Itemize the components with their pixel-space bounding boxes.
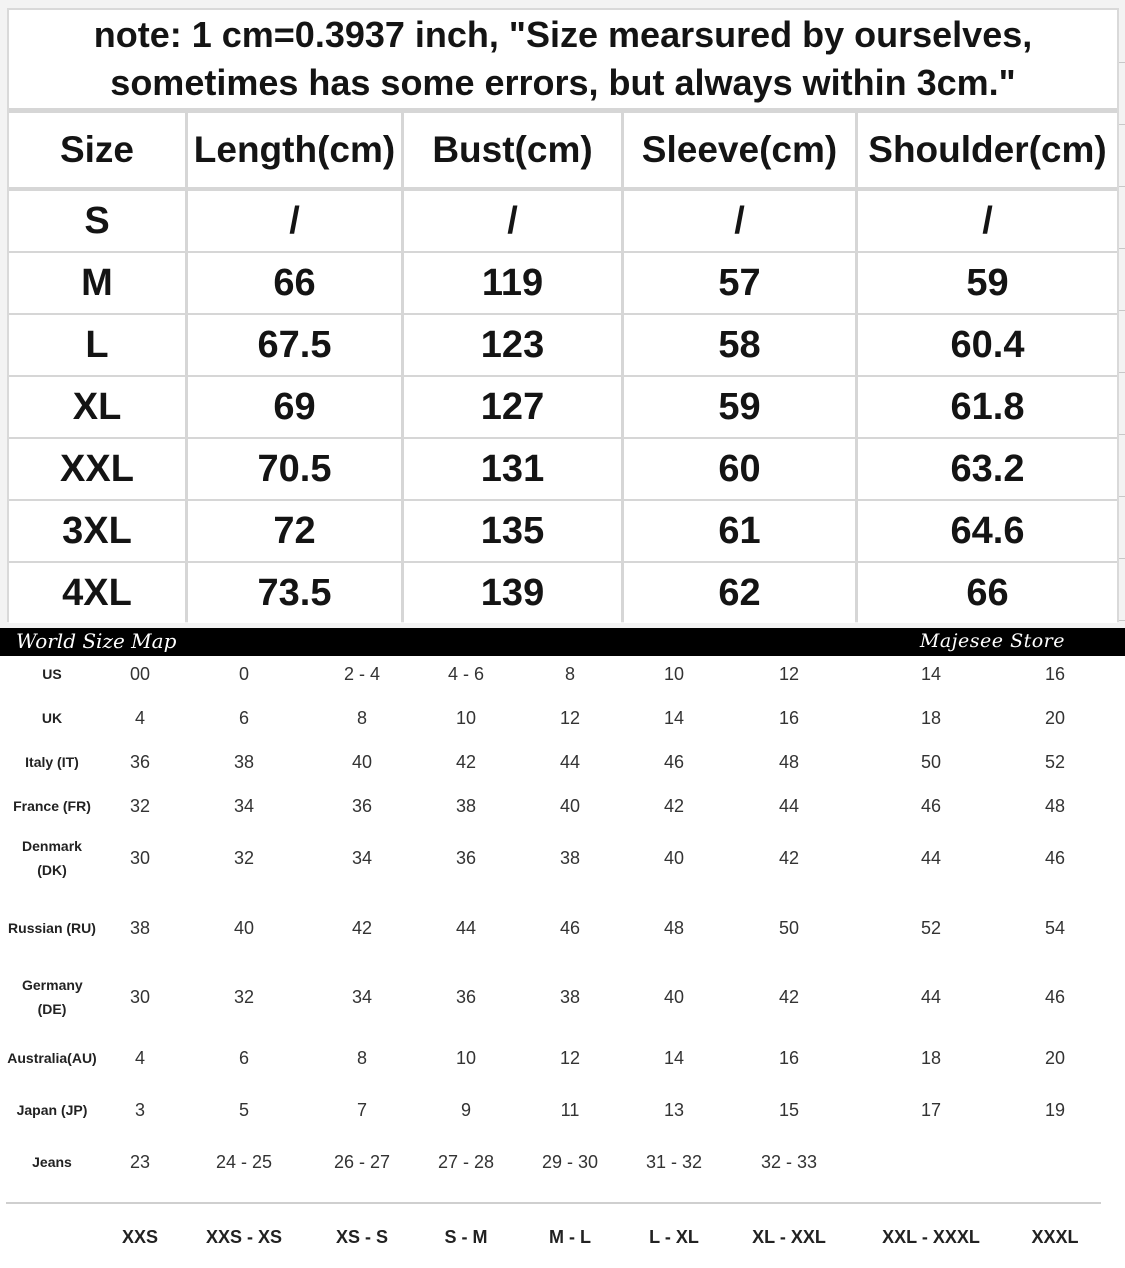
size-value: 9 (460, 1100, 471, 1120)
size-note-text: note: 1 cm=0.3937 inch, "Size mearsured by ourselves, sometimes has some errors, but always within 3cm." (93, 14, 1033, 103)
size-value: 8 (356, 708, 367, 728)
size-value: 13 (663, 1100, 685, 1120)
size-value: 38 (233, 752, 255, 772)
measurement-cell: 59 (624, 377, 855, 437)
grid-tick (1119, 62, 1125, 63)
size-value: 46 (1044, 987, 1066, 1007)
country-label: Australia(AU) (7, 1050, 97, 1066)
size-value: 4 (134, 708, 145, 728)
header-cell: Length(cm) (188, 113, 401, 187)
size-value: 30 (129, 848, 151, 868)
size-value: 36 (455, 848, 477, 868)
size-cell: XL (9, 377, 185, 437)
size-value: 17 (920, 1100, 942, 1120)
header-cell: Sleeve(cm) (624, 113, 855, 187)
size-value: 3 (134, 1100, 145, 1120)
divider (6, 1202, 1101, 1204)
size-value: 10 (455, 708, 477, 728)
country-label: Japan (JP) (16, 1102, 88, 1118)
measurement-cell: 66 (188, 253, 401, 313)
world-map-header-bar (0, 628, 1125, 656)
grid-tick (1119, 248, 1125, 249)
size-value: 32 (233, 848, 255, 868)
measurement-cell: / (188, 191, 401, 251)
measurement-cell: 62 (624, 563, 855, 623)
country-label: Jeans (32, 1154, 72, 1170)
measurement-cell: 73.5 (188, 563, 401, 623)
measurement-cell: 66 (858, 563, 1117, 623)
size-value: 20 (1044, 708, 1066, 728)
measurement-cell: 59 (858, 253, 1117, 313)
size-value: 29 - 30 (541, 1152, 599, 1172)
size-range-label: XXXL (1031, 1227, 1079, 1247)
size-value: 14 (663, 708, 685, 728)
size-value: 46 (663, 752, 685, 772)
country-label: Denmark (DK) (22, 838, 82, 878)
measurement-cell: / (404, 191, 621, 251)
size-range-label: S - M (444, 1227, 488, 1247)
size-value: 10 (663, 664, 685, 684)
size-value: 4 (134, 1048, 145, 1068)
size-value: 5 (238, 1100, 249, 1120)
size-value: 7 (356, 1100, 367, 1120)
size-range-label: XXS - XS (205, 1227, 283, 1247)
size-value: 40 (663, 987, 685, 1007)
grid-tick (1119, 186, 1125, 187)
measurement-cell: 131 (404, 439, 621, 499)
size-value: 48 (663, 918, 685, 938)
size-value: 46 (1044, 848, 1066, 868)
size-value: 30 (129, 987, 151, 1007)
size-value: 48 (778, 752, 800, 772)
size-value: 6 (238, 1048, 249, 1068)
size-cell: 3XL (9, 501, 185, 561)
measurement-cell: 61.8 (858, 377, 1117, 437)
grid-tick (1119, 372, 1125, 373)
measurement-cell: 64.6 (858, 501, 1117, 561)
size-value: 38 (455, 796, 477, 816)
size-range-label: XL - XXL (752, 1227, 826, 1247)
size-value: 12 (559, 1048, 581, 1068)
size-value: 12 (778, 664, 800, 684)
size-cell: XXL (9, 439, 185, 499)
size-value: 20 (1044, 1048, 1066, 1068)
size-value: 32 - 33 (760, 1152, 818, 1172)
size-value: 18 (920, 1048, 942, 1068)
measurement-cell: / (624, 191, 855, 251)
size-value: 15 (778, 1100, 800, 1120)
grid-tick (1119, 310, 1125, 311)
size-value: 52 (920, 918, 942, 938)
size-value: 2 - 4 (343, 664, 381, 684)
measurement-cell: / (858, 191, 1117, 251)
size-value: 26 - 27 (333, 1152, 391, 1172)
size-value: 46 (559, 918, 581, 938)
size-range-label: M - L (549, 1227, 591, 1247)
measurement-cell: 135 (404, 501, 621, 561)
size-value: 42 (351, 918, 373, 938)
header-cell: Shoulder(cm) (858, 113, 1117, 187)
country-label: Russian (RU) (8, 920, 96, 936)
measurement-cell: 60 (624, 439, 855, 499)
measurement-cell: 63.2 (858, 439, 1117, 499)
store-name: Majesee Store (919, 630, 1065, 652)
size-value: 42 (455, 752, 477, 772)
size-value: 00 (129, 664, 151, 684)
size-range-label: XXS (121, 1227, 159, 1247)
country-label: France (FR) (13, 798, 91, 814)
size-value: 19 (1044, 1100, 1066, 1120)
measurement-cell: 61 (624, 501, 855, 561)
size-value: 32 (129, 796, 151, 816)
size-value: 6 (238, 708, 249, 728)
world-map-title: World Size Map (16, 629, 177, 653)
size-value: 8 (356, 1048, 367, 1068)
size-chart (0, 0, 1125, 628)
header-cell: Bust(cm) (404, 113, 621, 187)
size-range-label: XXL - XXXL (882, 1227, 980, 1247)
size-value: 14 (920, 664, 942, 684)
size-range-label: XS - S (335, 1227, 388, 1247)
country-label: UK (41, 710, 63, 726)
size-value: 34 (233, 796, 255, 816)
measurement-cell: 123 (404, 315, 621, 375)
size-value: 18 (920, 708, 942, 728)
size-value: 16 (778, 1048, 800, 1068)
measurement-cell: 57 (624, 253, 855, 313)
size-value: 54 (1044, 918, 1066, 938)
size-value: 50 (920, 752, 942, 772)
size-value: 38 (559, 987, 581, 1007)
size-value: 50 (778, 918, 800, 938)
country-label: Germany (DE) (22, 977, 83, 1017)
size-value: 23 (129, 1152, 151, 1172)
size-value: 34 (351, 987, 373, 1007)
measurement-cell: 67.5 (188, 315, 401, 375)
size-value: 16 (1044, 664, 1066, 684)
size-value: 8 (564, 664, 575, 684)
size-value: 10 (455, 1048, 477, 1068)
size-cell: L (9, 315, 185, 375)
size-value: 36 (351, 796, 373, 816)
size-range-label: L - XL (649, 1227, 699, 1247)
size-value: 44 (920, 987, 942, 1007)
measurement-cell: 70.5 (188, 439, 401, 499)
size-value: 42 (778, 987, 800, 1007)
grid-tick (1119, 496, 1125, 497)
measurement-cell: 139 (404, 563, 621, 623)
grid-tick (1119, 434, 1125, 435)
size-value: 40 (663, 848, 685, 868)
size-value: 14 (663, 1048, 685, 1068)
size-value: 12 (559, 708, 581, 728)
measurement-cell: 72 (188, 501, 401, 561)
size-value: 48 (1044, 796, 1066, 816)
measurement-cell: 127 (404, 377, 621, 437)
size-value: 44 (455, 918, 477, 938)
size-value: 36 (455, 987, 477, 1007)
size-value: 52 (1044, 752, 1066, 772)
size-value: 42 (663, 796, 685, 816)
size-cell: 4XL (9, 563, 185, 623)
measurement-cell: 60.4 (858, 315, 1117, 375)
grid-tick (1119, 620, 1125, 621)
size-value: 40 (351, 752, 373, 772)
size-value: 36 (129, 752, 151, 772)
size-cell: S (9, 191, 185, 251)
world-size-map (0, 628, 1125, 1268)
size-value: 27 - 28 (437, 1152, 495, 1172)
size-value: 16 (778, 708, 800, 728)
grid-tick (1119, 124, 1125, 125)
header-cell: Size (9, 113, 185, 187)
size-cell: M (9, 253, 185, 313)
size-value: 31 - 32 (645, 1152, 703, 1172)
size-value: 38 (559, 848, 581, 868)
measurement-cell: 69 (188, 377, 401, 437)
size-value: 44 (778, 796, 800, 816)
size-note (9, 10, 1117, 108)
size-value: 0 (238, 664, 249, 684)
country-label: US (42, 666, 62, 682)
size-value: 38 (129, 918, 151, 938)
measurement-cell: 58 (624, 315, 855, 375)
size-value: 44 (920, 848, 942, 868)
size-value: 42 (778, 848, 800, 868)
size-value: 24 - 25 (215, 1152, 273, 1172)
size-value: 40 (559, 796, 581, 816)
size-value: 34 (351, 848, 373, 868)
size-value: 11 (560, 1100, 580, 1120)
size-value: 4 - 6 (447, 664, 485, 684)
size-value: 32 (233, 987, 255, 1007)
size-value: 46 (920, 796, 942, 816)
country-label: Italy (IT) (25, 754, 79, 770)
size-value: 40 (233, 918, 255, 938)
grid-tick (1119, 558, 1125, 559)
measurement-cell: 119 (404, 253, 621, 313)
size-value: 44 (559, 752, 581, 772)
